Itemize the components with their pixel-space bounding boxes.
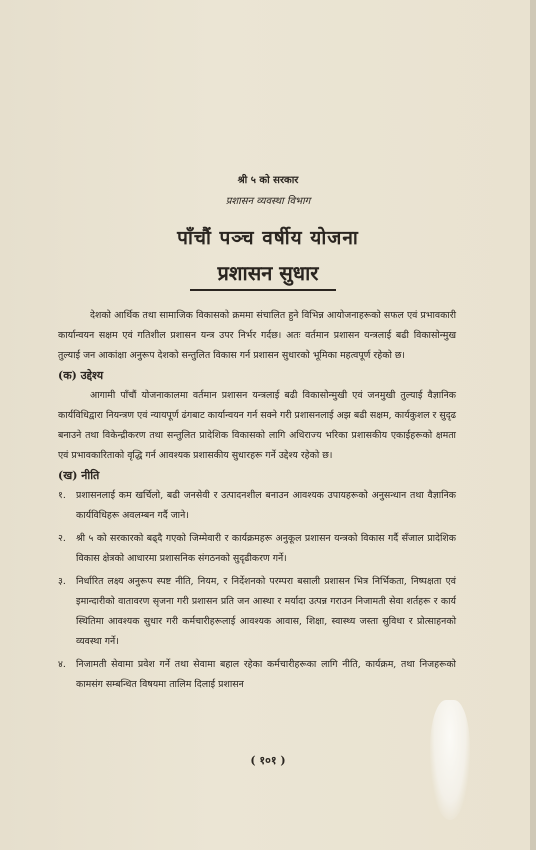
policy-item-text: निजामती सेवामा प्रवेश गर्ने तथा सेवामा बहाल रहेका कर्मचारीहरूका लागि नीति, कार्यक्रम, तथा निजहरूको कामसंग सम्बन्धित विषयमा तालिम दिलाई प्रशासन	[76, 659, 456, 690]
plan-title: पाँचौं पञ्च वर्षीय योजना	[177, 227, 359, 249]
policy-item	[58, 486, 456, 526]
section-title: प्रशासन सुधार	[217, 261, 319, 285]
page-number: ( १०१ )	[250, 754, 286, 767]
policy-item	[58, 529, 456, 569]
policy-item-text: श्री ५ को सरकारको बढ्दै गएको जिम्मेवारी र कार्यक्रमहरू अनुकूल प्रशासन यन्त्रको विकास गर्दै सँजाल प्रादेशिक विकास क्षेत्रको आधारमा प्रशासनिक संगठनको सुदृढीकरण गर्ने।	[76, 533, 456, 564]
policy-item	[58, 572, 456, 652]
intro-paragraph: देशको आर्थिक तथा सामाजिक विकासको क्रममा संचालित हुने विभिन्न आयोजनाहरूको सफल एवं प्रभावकारी कार्यान्वयन सक्षम एवं गतिशील प्रशासन यन्त्र उपर निर्भर गर्दछ। अतः वर्तमान प्रशासन यन्त्रलाई बढी विकासोन्मुख तुल्याई जन आकांक्षा अनुरूप देशको सन्तुलित विकास गर्न प्रशासन सुधारको भूमिका महत्वपूर्ण रहेको छ।	[58, 310, 456, 361]
department-heading: प्रशासन व्यवस्था विभाग	[225, 196, 311, 207]
policy-item-text: निर्धारित लक्ष्य अनुरूप स्पष्ट नीति, नियम, र निर्देशनको परम्परा बसाली प्रशासन भित्र निर्भिकता, निष्पक्षता एवं इमान्दारीको वातावरण सृजना गरी प्रशासन प्रति जन आस्था र मर्यादा उत्पन्न गराउन निजामती सेवा शर्तहरू र कार्य स्थितिमा आवश्यक सुधार गरी कर्मचारीहरूलाई आवश्यक आवास, शिक्षा, स्वास्थ्य जस्ता सुविधा र प्रोत्साहनको व्यवस्था गर्ने।	[76, 576, 456, 647]
policy-item	[58, 655, 456, 695]
policy-item-text: प्रशासनलाई कम खर्चिलो, बढी जनसेवी र उत्पादनशील बनाउन आवश्यक उपायहरूको अनुसन्धान तथा वैज्ञानिक कार्यविधिहरू अवलम्बन गर्दै जाने।	[76, 490, 456, 521]
policy-item-number: ३.	[58, 576, 66, 587]
policy-item-number: २.	[58, 533, 66, 544]
policy-item-number: ४.	[58, 659, 66, 670]
policy-item-number: १.	[58, 490, 66, 501]
title-underline	[190, 289, 336, 291]
policy-heading: (ख) नीति	[58, 469, 100, 482]
government-heading: श्री ५ को सरकार	[237, 175, 299, 186]
page-edge	[530, 0, 536, 850]
objectives-heading: (क) उद्देश्य	[58, 369, 104, 382]
objectives-paragraph: आगामी पाँचौं योजनाकालमा वर्तमान प्रशासन यन्त्रलाई बढी विकासोन्मुखी एवं जनमुखी तुल्याई वैज्ञानिक कार्यविधिद्वारा नियन्त्रण एवं न्यायपूर्ण ढंगबाट कार्यान्वयन गर्न सक्ने गरी प्रशासनलाई अझ बढी सक्षम, कार्यकुशल र सुदृढ बनाउने तथा विकेन्द्रीकरण तथा सन्तुलित प्रादेशिक विकासको लागि अधिराज्य भरिका प्रशासकीय एकाईहरूको क्षमता एवं प्रभावकारिताको वृद्धि गर्न आवश्यक प्रशासकीय सुधारहरू गर्ने उद्देश्य रहेको छ।	[58, 390, 456, 461]
document-body	[58, 306, 456, 698]
